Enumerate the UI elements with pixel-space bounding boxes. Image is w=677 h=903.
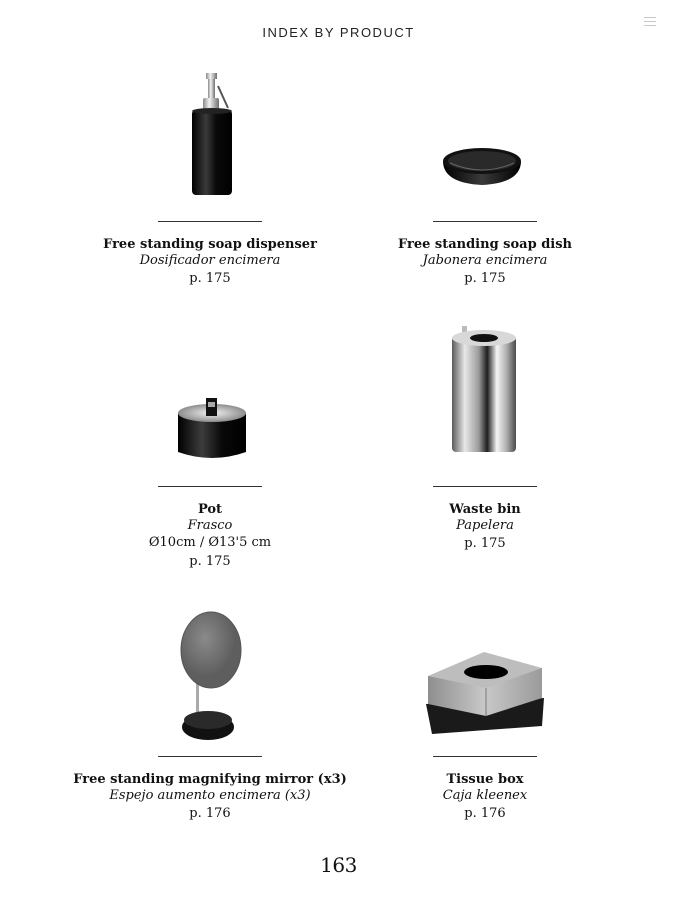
- product-name: Free standing soap dispenser: [103, 237, 317, 252]
- product-name-es: Caja kleenex: [442, 788, 528, 803]
- magnifying-mirror-image: [178, 610, 244, 744]
- product-magnifying-mirror[interactable]: [60, 756, 360, 823]
- product-name-es: Papelera: [456, 518, 514, 533]
- product-name-es: Jabonera encimera: [422, 253, 548, 268]
- soap-dish-image: [440, 143, 524, 191]
- product-soap-dish[interactable]: [335, 221, 635, 288]
- divider: [433, 221, 537, 222]
- divider: [158, 221, 262, 222]
- soap-dispenser-image: [180, 70, 240, 198]
- page-reference[interactable]: p. 176: [464, 806, 506, 821]
- product-name-es: Dosificador encimera: [139, 253, 281, 268]
- product-tissue-box[interactable]: [335, 756, 635, 823]
- divider: [433, 486, 537, 487]
- page-header: INDEX BY PRODUCT: [262, 25, 415, 40]
- page-reference[interactable]: p. 175: [189, 554, 231, 569]
- divider: [433, 756, 537, 757]
- page-reference[interactable]: p. 175: [189, 271, 231, 286]
- page-reference[interactable]: p. 175: [464, 271, 506, 286]
- product-waste-bin[interactable]: [335, 486, 635, 553]
- product-dimensions: Ø10cm / Ø13'5 cm: [148, 535, 272, 550]
- divider: [158, 756, 262, 757]
- tissue-box-image: [424, 648, 546, 736]
- product-name: Free standing magnifying mirror (x3): [73, 772, 347, 787]
- product-pot[interactable]: [60, 486, 360, 571]
- product-soap-dispenser[interactable]: [60, 221, 360, 288]
- product-name: Waste bin: [449, 502, 521, 517]
- page-reference[interactable]: p. 176: [189, 806, 231, 821]
- page-reference[interactable]: p. 175: [464, 536, 506, 551]
- product-name-es: Espejo aumento encimera (x3): [109, 788, 311, 803]
- product-name: Free standing soap dish: [397, 237, 573, 252]
- product-name: Pot: [197, 502, 223, 517]
- product-name-es: Frasco: [187, 518, 233, 533]
- waste-bin-image: [449, 324, 519, 460]
- page-number: 163: [320, 853, 357, 877]
- product-name: Tissue box: [446, 772, 524, 787]
- pot-image: [175, 396, 249, 462]
- divider: [158, 486, 262, 487]
- menu-icon[interactable]: [644, 17, 656, 29]
